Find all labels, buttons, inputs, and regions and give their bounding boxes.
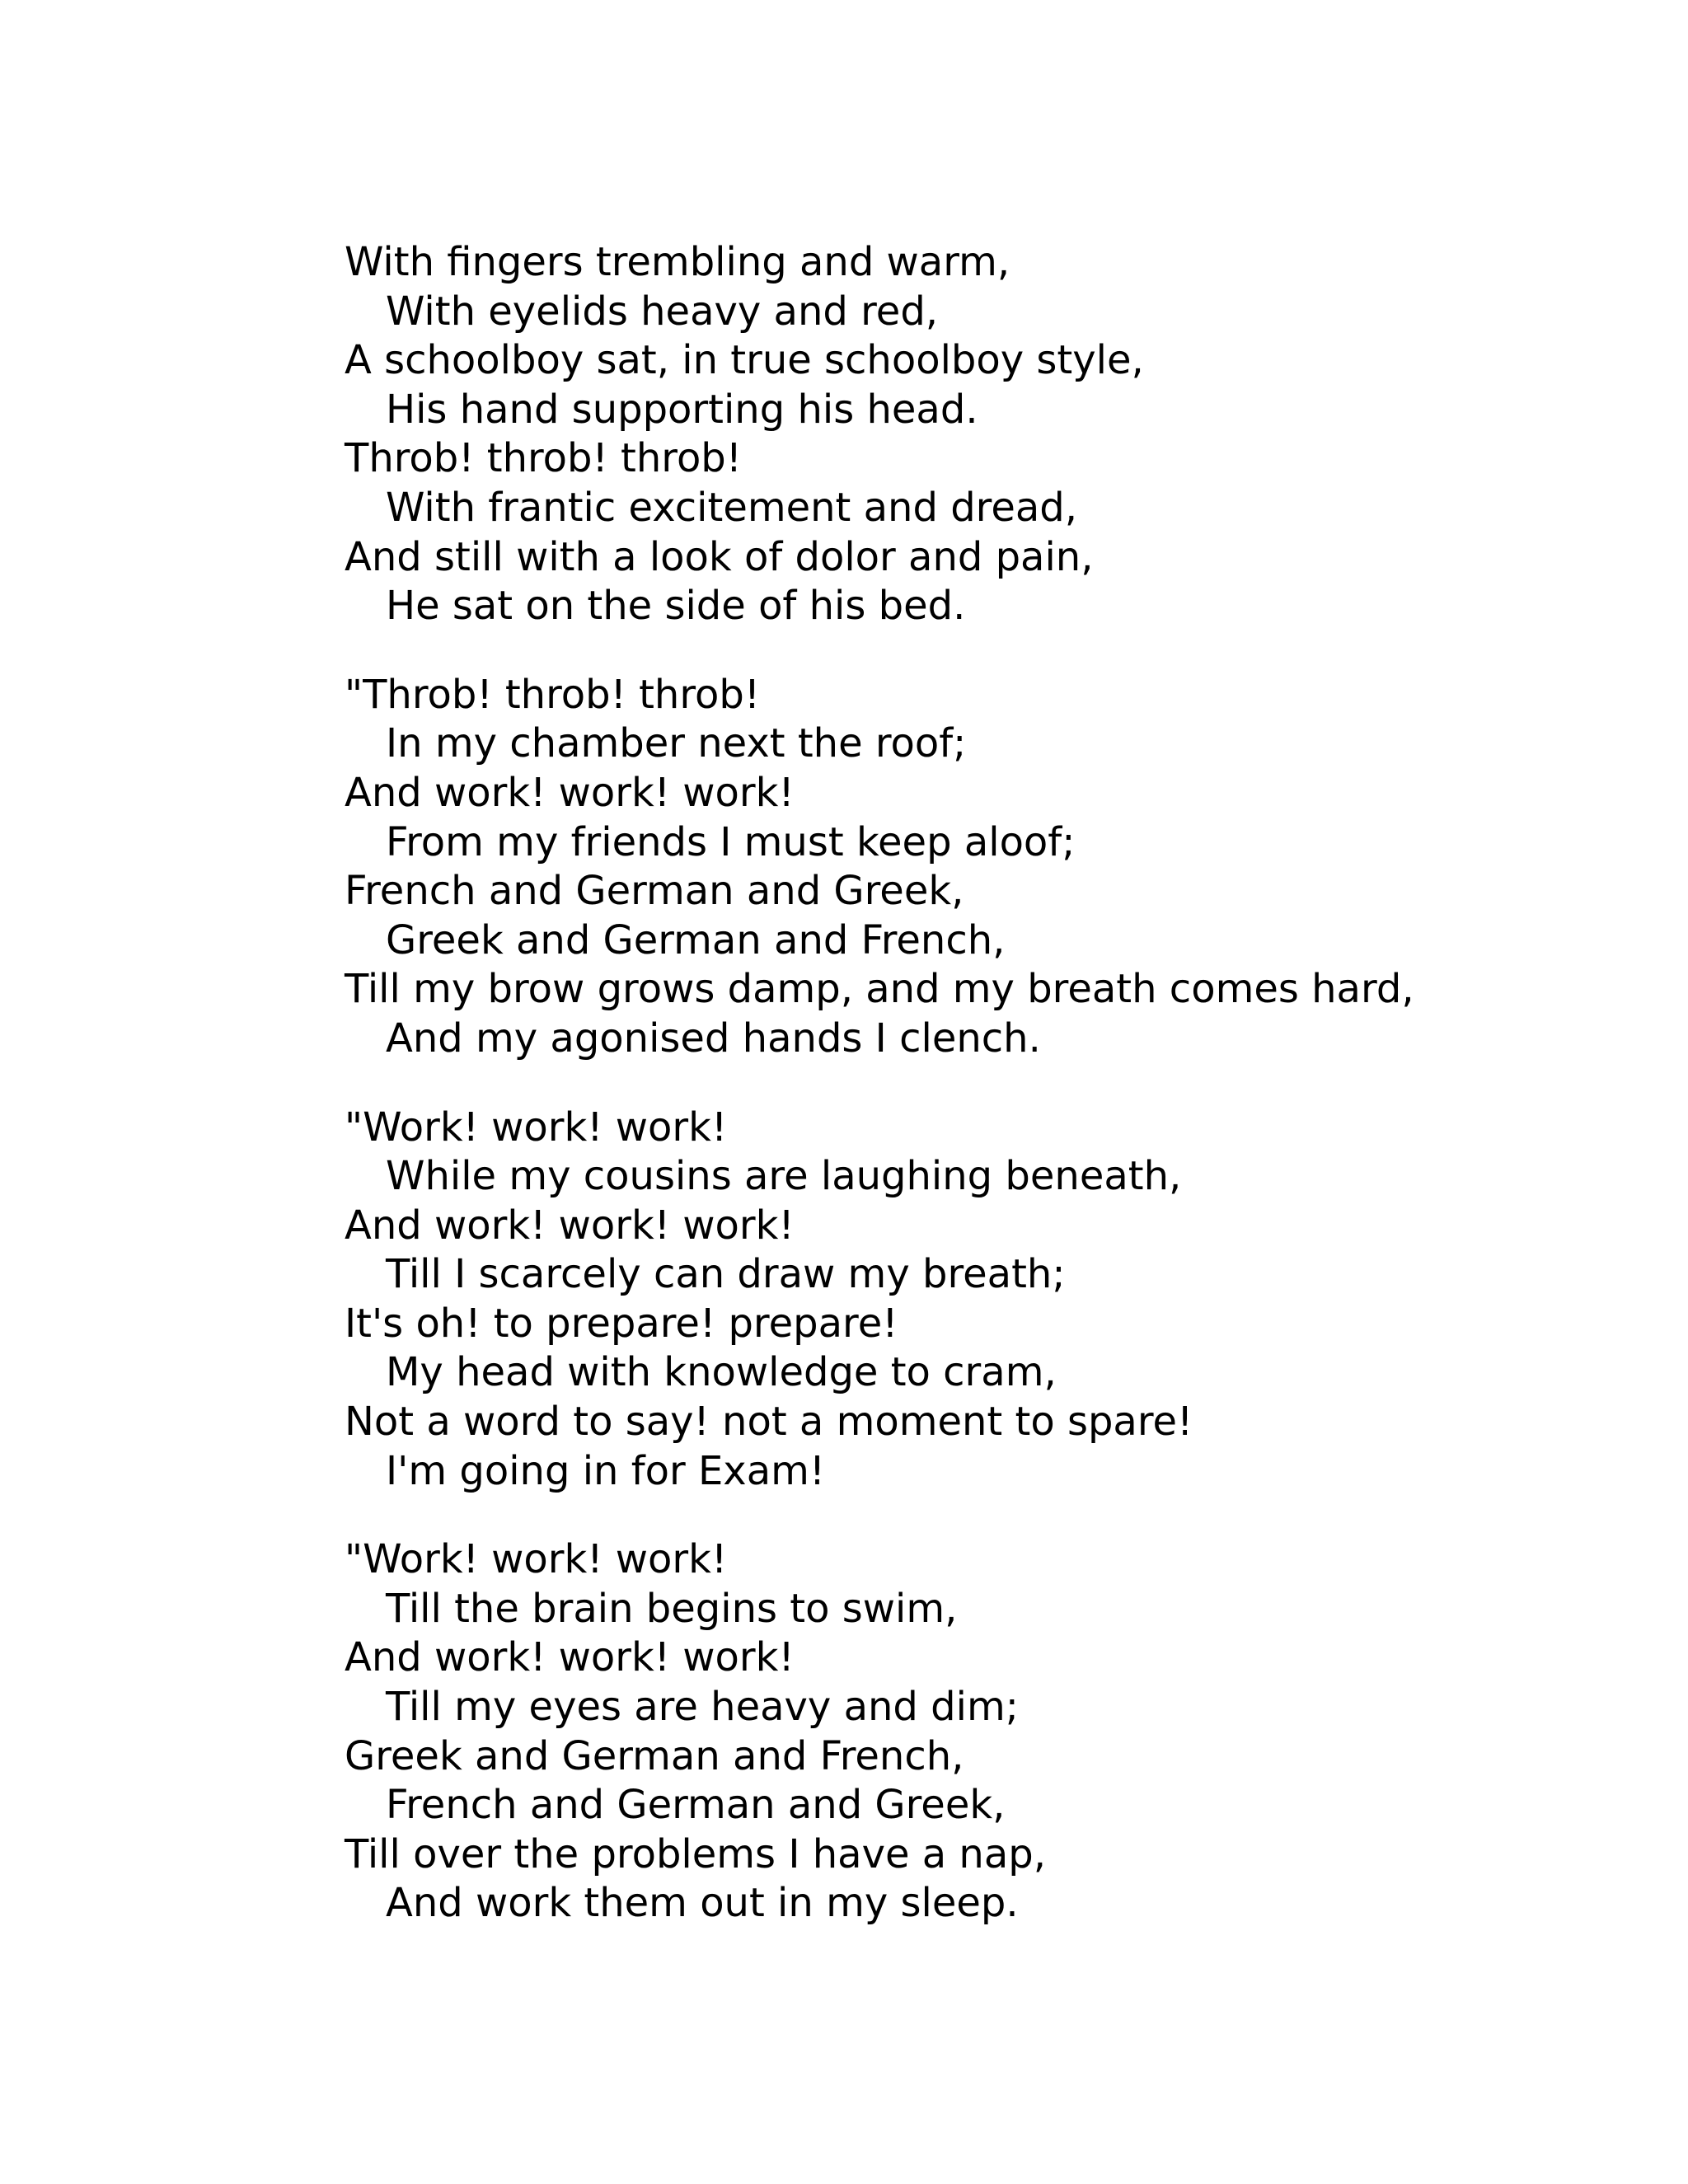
poem-line: Till my eyes are heavy and dim; <box>386 1684 1019 1731</box>
poem-line: His hand supporting his head. <box>386 386 978 433</box>
poem-line: Till over the problems I have a nap, <box>345 1830 1046 1877</box>
poem-line: Till my brow grows damp, and my breath comes hard, <box>345 966 1414 1013</box>
poem-line: My head with knowledge to cram, <box>386 1349 1057 1396</box>
stanza-1 <box>345 238 1581 631</box>
poem-line: "Work! work! work! <box>345 1536 728 1583</box>
poem-line: And work! work! work! <box>345 1634 795 1681</box>
poem-line: I'm going in for Exam! <box>386 1447 826 1494</box>
poem-line: A schoolboy sat, in true schoolboy style, <box>345 337 1144 384</box>
poem-line: It's oh! to prepare! prepare! <box>345 1300 898 1347</box>
poem-body <box>345 238 1581 1968</box>
poem-line: With fingers trembling and warm, <box>345 239 1010 285</box>
poem-line: Greek and German and French, <box>386 916 1006 963</box>
poem-line: Greek and German and French, <box>345 1732 964 1779</box>
poem-line: In my chamber next the roof; <box>386 720 967 767</box>
poem-line: "Work! work! work! <box>345 1104 728 1151</box>
poem-line: Throb! throb! throb! <box>345 435 743 482</box>
poem-line: And work! work! work! <box>345 769 795 816</box>
poem-line: "Throb! throb! throb! <box>345 671 761 718</box>
poem-line: And still with a look of dolor and pain, <box>345 533 1094 580</box>
poem-line: From my friends I must keep aloof; <box>386 818 1076 865</box>
stanza-4 <box>345 1535 1581 1929</box>
poem-line: With frantic excitement and dread, <box>386 484 1078 531</box>
poem-line: French and German and Greek, <box>345 868 964 915</box>
poem-line: And my agonised hands I clench. <box>386 1015 1041 1062</box>
poem-line: While my cousins are laughing beneath, <box>386 1153 1182 1200</box>
poem-line: French and German and Greek, <box>386 1782 1006 1829</box>
poem-line: Till I scarcely can draw my breath; <box>386 1251 1066 1298</box>
poem-line: And work! work! work! <box>345 1202 795 1249</box>
stanza-2 <box>345 671 1581 1064</box>
poem-line: Not a word to say! not a moment to spare! <box>345 1399 1193 1446</box>
poem-line: And work them out in my sleep. <box>386 1880 1019 1927</box>
poem-line: Till the brain begins to swim, <box>386 1585 958 1632</box>
poem-line: With eyelids heavy and red, <box>386 288 939 335</box>
poem-line: He sat on the side of his bed. <box>386 583 966 630</box>
stanza-3 <box>345 1104 1581 1497</box>
